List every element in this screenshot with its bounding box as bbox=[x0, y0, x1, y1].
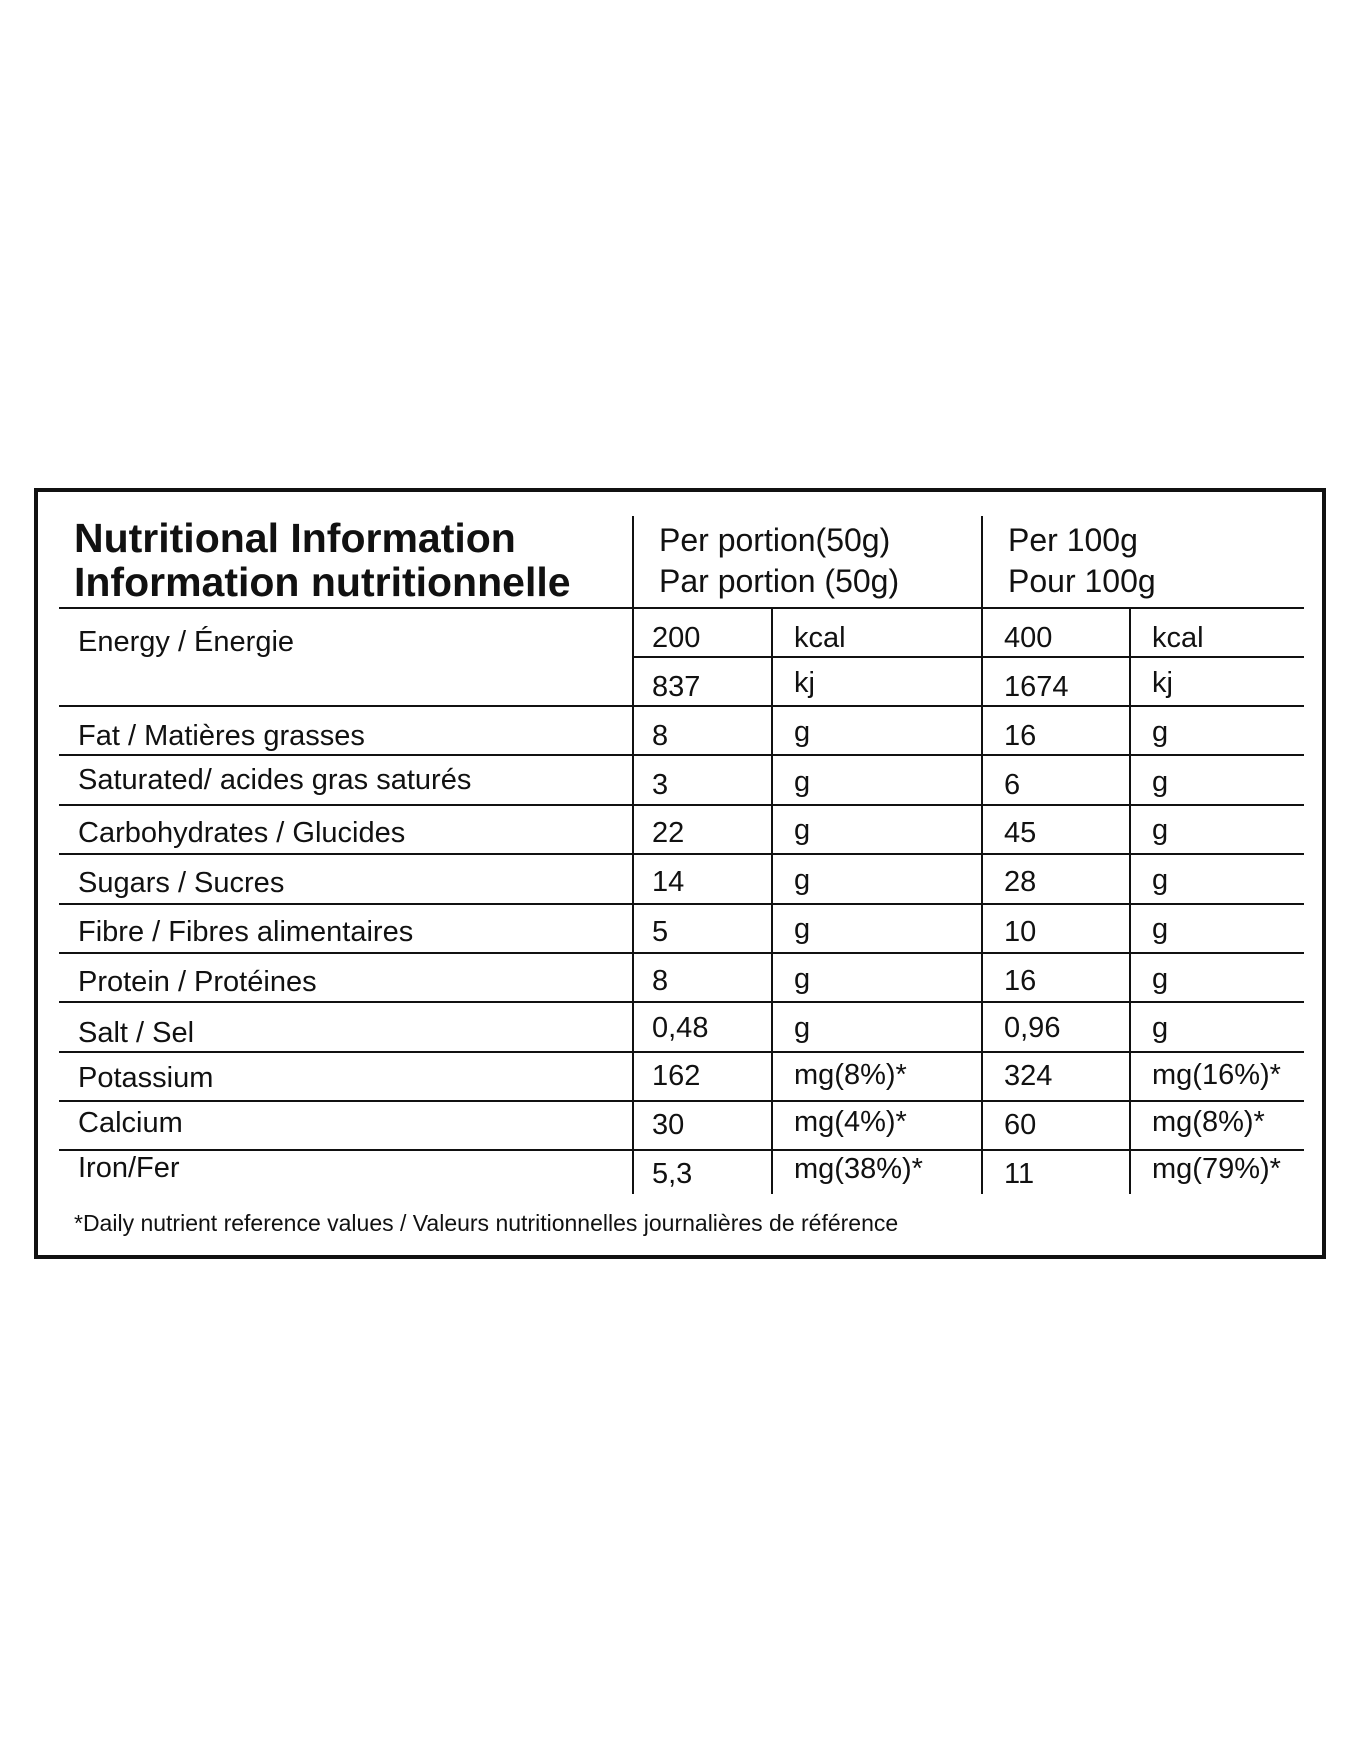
per100-unit: kcal bbox=[1152, 622, 1204, 654]
row-label: Fat / Matières grasses bbox=[78, 720, 365, 752]
title-en: Nutritional Information bbox=[74, 515, 516, 561]
per100-value: 16 bbox=[1004, 720, 1037, 752]
row-label: Calcium bbox=[78, 1107, 183, 1139]
row-rule bbox=[59, 1149, 1304, 1151]
nutrition-label bbox=[34, 488, 1326, 1259]
portion-value: 0,48 bbox=[652, 1012, 709, 1044]
row-rule bbox=[59, 1051, 1304, 1053]
per100-value: 324 bbox=[1004, 1060, 1053, 1092]
per100-unit: g bbox=[1152, 814, 1169, 846]
col-divider-100g bbox=[981, 516, 983, 1194]
portion-value: 3 bbox=[652, 769, 669, 801]
portion-unit: g bbox=[794, 766, 811, 798]
portion-unit: kcal bbox=[794, 622, 846, 654]
per100-unit: kj bbox=[1152, 667, 1173, 699]
title-fr: Information nutritionnelle bbox=[74, 559, 571, 605]
per100-unit: mg(16%)* bbox=[1152, 1059, 1281, 1091]
row-rule bbox=[59, 903, 1304, 905]
col-divider-100g-unit bbox=[1129, 608, 1131, 1194]
row-rule bbox=[59, 705, 1304, 707]
per100-value: 400 bbox=[1004, 622, 1053, 654]
per100-value: 60 bbox=[1004, 1109, 1037, 1141]
portion-unit: kj bbox=[794, 667, 815, 699]
portion-unit: g bbox=[794, 1012, 811, 1044]
portion-value: 8 bbox=[652, 965, 669, 997]
per100-value: 11 bbox=[1004, 1158, 1035, 1190]
per100-value: 0,96 bbox=[1004, 1012, 1061, 1044]
portion-value: 30 bbox=[652, 1109, 685, 1141]
portion-value: 22 bbox=[652, 817, 685, 849]
per100-value: 16 bbox=[1004, 965, 1037, 997]
col-divider-portion bbox=[632, 516, 634, 1194]
per100-unit: g bbox=[1152, 913, 1169, 945]
header-rule bbox=[59, 607, 1304, 609]
portion-value: 5,3 bbox=[652, 1158, 693, 1190]
portion-unit: g bbox=[794, 864, 811, 896]
portion-unit: g bbox=[794, 963, 811, 995]
portion-unit: g bbox=[794, 716, 811, 748]
col-divider-portion-unit bbox=[771, 608, 773, 1194]
row-rule bbox=[59, 952, 1304, 954]
portion-unit: mg(8%)* bbox=[794, 1059, 907, 1091]
header-per-100g-en: Per 100g bbox=[1008, 522, 1138, 558]
per100-unit: g bbox=[1152, 864, 1169, 896]
header-per-portion-fr: Par portion (50g) bbox=[659, 563, 900, 599]
portion-unit: g bbox=[794, 814, 811, 846]
portion-unit: g bbox=[794, 913, 811, 945]
per100-value: 28 bbox=[1004, 866, 1037, 898]
portion-value: 14 bbox=[652, 866, 685, 898]
per100-unit: mg(8%)* bbox=[1152, 1106, 1265, 1138]
energy-subrule bbox=[632, 656, 1304, 658]
header-per-portion-en: Per portion(50g) bbox=[659, 522, 891, 558]
row-label: Iron/Fer bbox=[78, 1152, 180, 1184]
row-rule bbox=[59, 1100, 1304, 1102]
per100-unit: g bbox=[1152, 1012, 1169, 1044]
portion-value: 200 bbox=[652, 622, 701, 654]
portion-value: 162 bbox=[652, 1060, 701, 1092]
row-label: Carbohydrates / Glucides bbox=[78, 817, 406, 849]
per100-value: 6 bbox=[1004, 769, 1021, 801]
row-rule bbox=[59, 754, 1304, 756]
per100-value: 10 bbox=[1004, 916, 1037, 948]
row-rule bbox=[59, 853, 1304, 855]
row-rule bbox=[59, 804, 1304, 806]
row-label: Protein / Protéines bbox=[78, 966, 317, 998]
portion-unit: mg(38%)* bbox=[794, 1153, 923, 1185]
row-label: Salt / Sel bbox=[78, 1017, 195, 1049]
per100-value: 45 bbox=[1004, 817, 1037, 849]
row-label: Potassium bbox=[78, 1062, 214, 1094]
portion-value: 8 bbox=[652, 720, 669, 752]
footnote: *Daily nutrient reference values / Valeurs nutritionnelles journalières de référence bbox=[74, 1210, 899, 1236]
row-label: Sugars / Sucres bbox=[78, 867, 285, 899]
row-label: Energy / Énergie bbox=[78, 626, 295, 658]
row-label: Fibre / Fibres alimentaires bbox=[78, 916, 414, 948]
portion-value: 837 bbox=[652, 671, 701, 703]
portion-unit: mg(4%)* bbox=[794, 1106, 907, 1138]
per100-unit: mg(79%)* bbox=[1152, 1153, 1281, 1185]
per100-unit: g bbox=[1152, 963, 1169, 995]
per100-value: 1674 bbox=[1004, 671, 1069, 703]
per100-unit: g bbox=[1152, 716, 1169, 748]
row-rule bbox=[59, 1001, 1304, 1003]
portion-value: 5 bbox=[652, 916, 669, 948]
per100-unit: g bbox=[1152, 766, 1169, 798]
row-label: Saturated/ acides gras saturés bbox=[78, 764, 472, 796]
header-per-100g-fr: Pour 100g bbox=[1008, 563, 1156, 599]
